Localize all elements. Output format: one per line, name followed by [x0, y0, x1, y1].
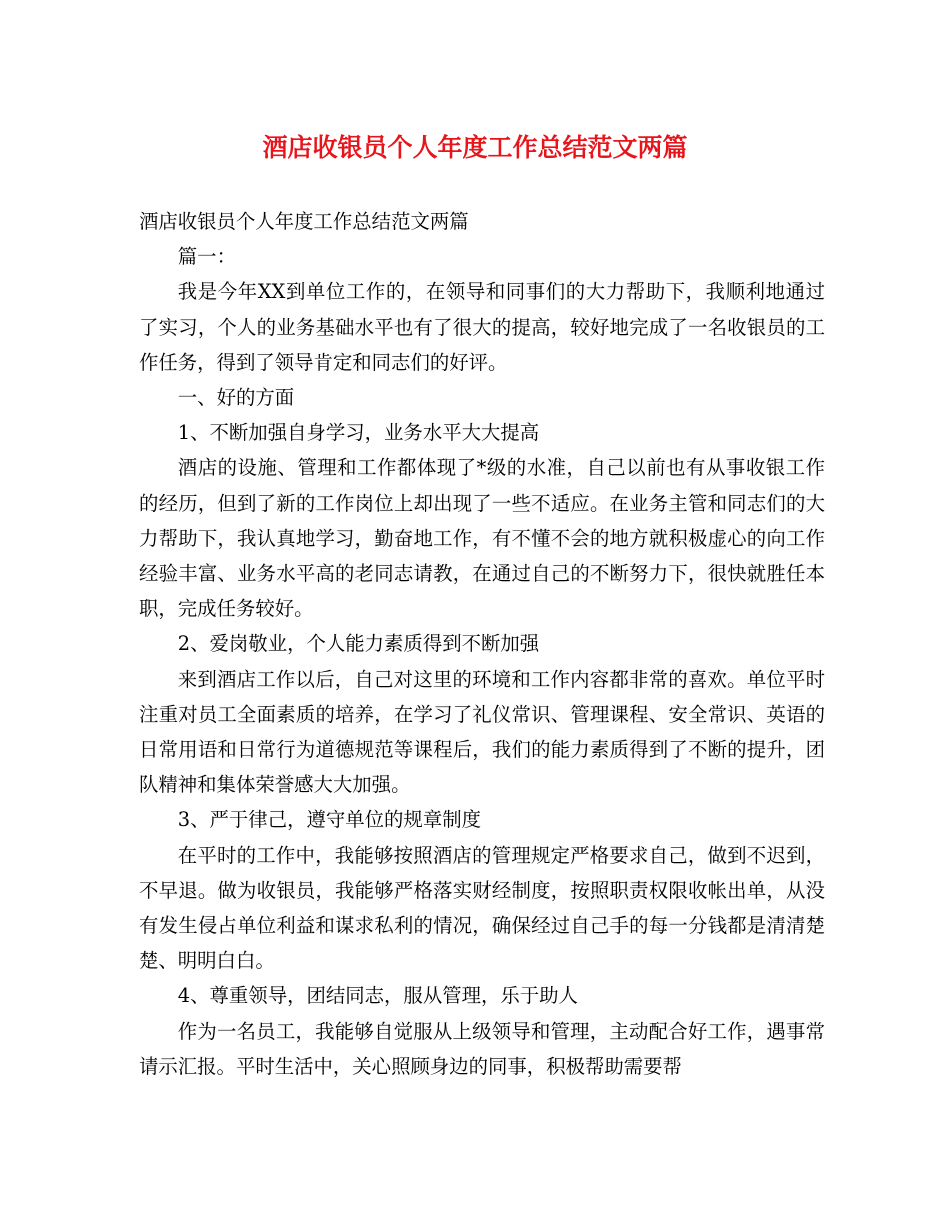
document-title: 酒店收银员个人年度工作总结范文两篇: [262, 133, 688, 162]
paragraph: 篇一：: [177, 245, 236, 269]
document-body: [139, 204, 825, 1084]
paragraph: 作为一名员工，我能够自觉服从上级领导和管理，主动配合好工作，遇事常请示汇报。平时生活中，关心照顾身边的同事，积极帮助需要帮: [139, 1019, 825, 1078]
paragraph: 酒店的设施、管理和工作都体现了*级的水准，自己以前也有从事收银工作的经历，但到了新的工作岗位上却出现了一些不适应。在业务主管和同志们的大力帮助下，我认真地学习，勤奋地工作，有不懂不会的地方就积极虚心的向工作经验丰富、业务水平高的老同志请教，在通过自己的不断努力下，很快就胜任本职，完成任务较好。: [139, 456, 825, 621]
subsection-heading: 2、爱岗敬业，个人能力素质得到不断加强: [177, 632, 540, 656]
document-subtitle: 酒店收银员个人年度工作总结范文两篇: [139, 210, 469, 233]
subsection-heading: 3、严于律己，遵守单位的规章制度: [177, 808, 481, 832]
paragraph: 我是今年XX到单位工作的，在领导和同事们的大力帮助下，我顺利地通过了实习，个人的业务基础水平也有了很大的提高，较好地完成了一名收银员的工作任务，得到了领导肯定和同志们的好评。: [139, 280, 825, 374]
paragraph: 在平时的工作中，我能够按照酒店的管理规定严格要求自己，做到不迟到，不早退。做为收银员，我能够严格落实财经制度，按照职责权限收帐出单，从没有发生侵占单位利益和谋求私利的情况，确保经过自己手的每一分钱都是清清楚楚、明明白白。: [139, 843, 825, 973]
section-heading: 一、好的方面: [177, 386, 295, 410]
subsection-heading: 1、不断加强自身学习，业务水平大大提高: [177, 421, 540, 445]
paragraph: 来到酒店工作以后，自己对这里的环境和工作内容都非常的喜欢。单位平时注重对员工全面素质的培养，在学习了礼仪常识、管理课程、安全常识、英语的日常用语和日常行为道德规范等课程后，我们的能力素质得到了不断的提升，团队精神和集体荣誉感大大加强。: [139, 667, 825, 797]
subsection-heading: 4、尊重领导，团结同志，服从管理，乐于助人: [177, 984, 578, 1008]
